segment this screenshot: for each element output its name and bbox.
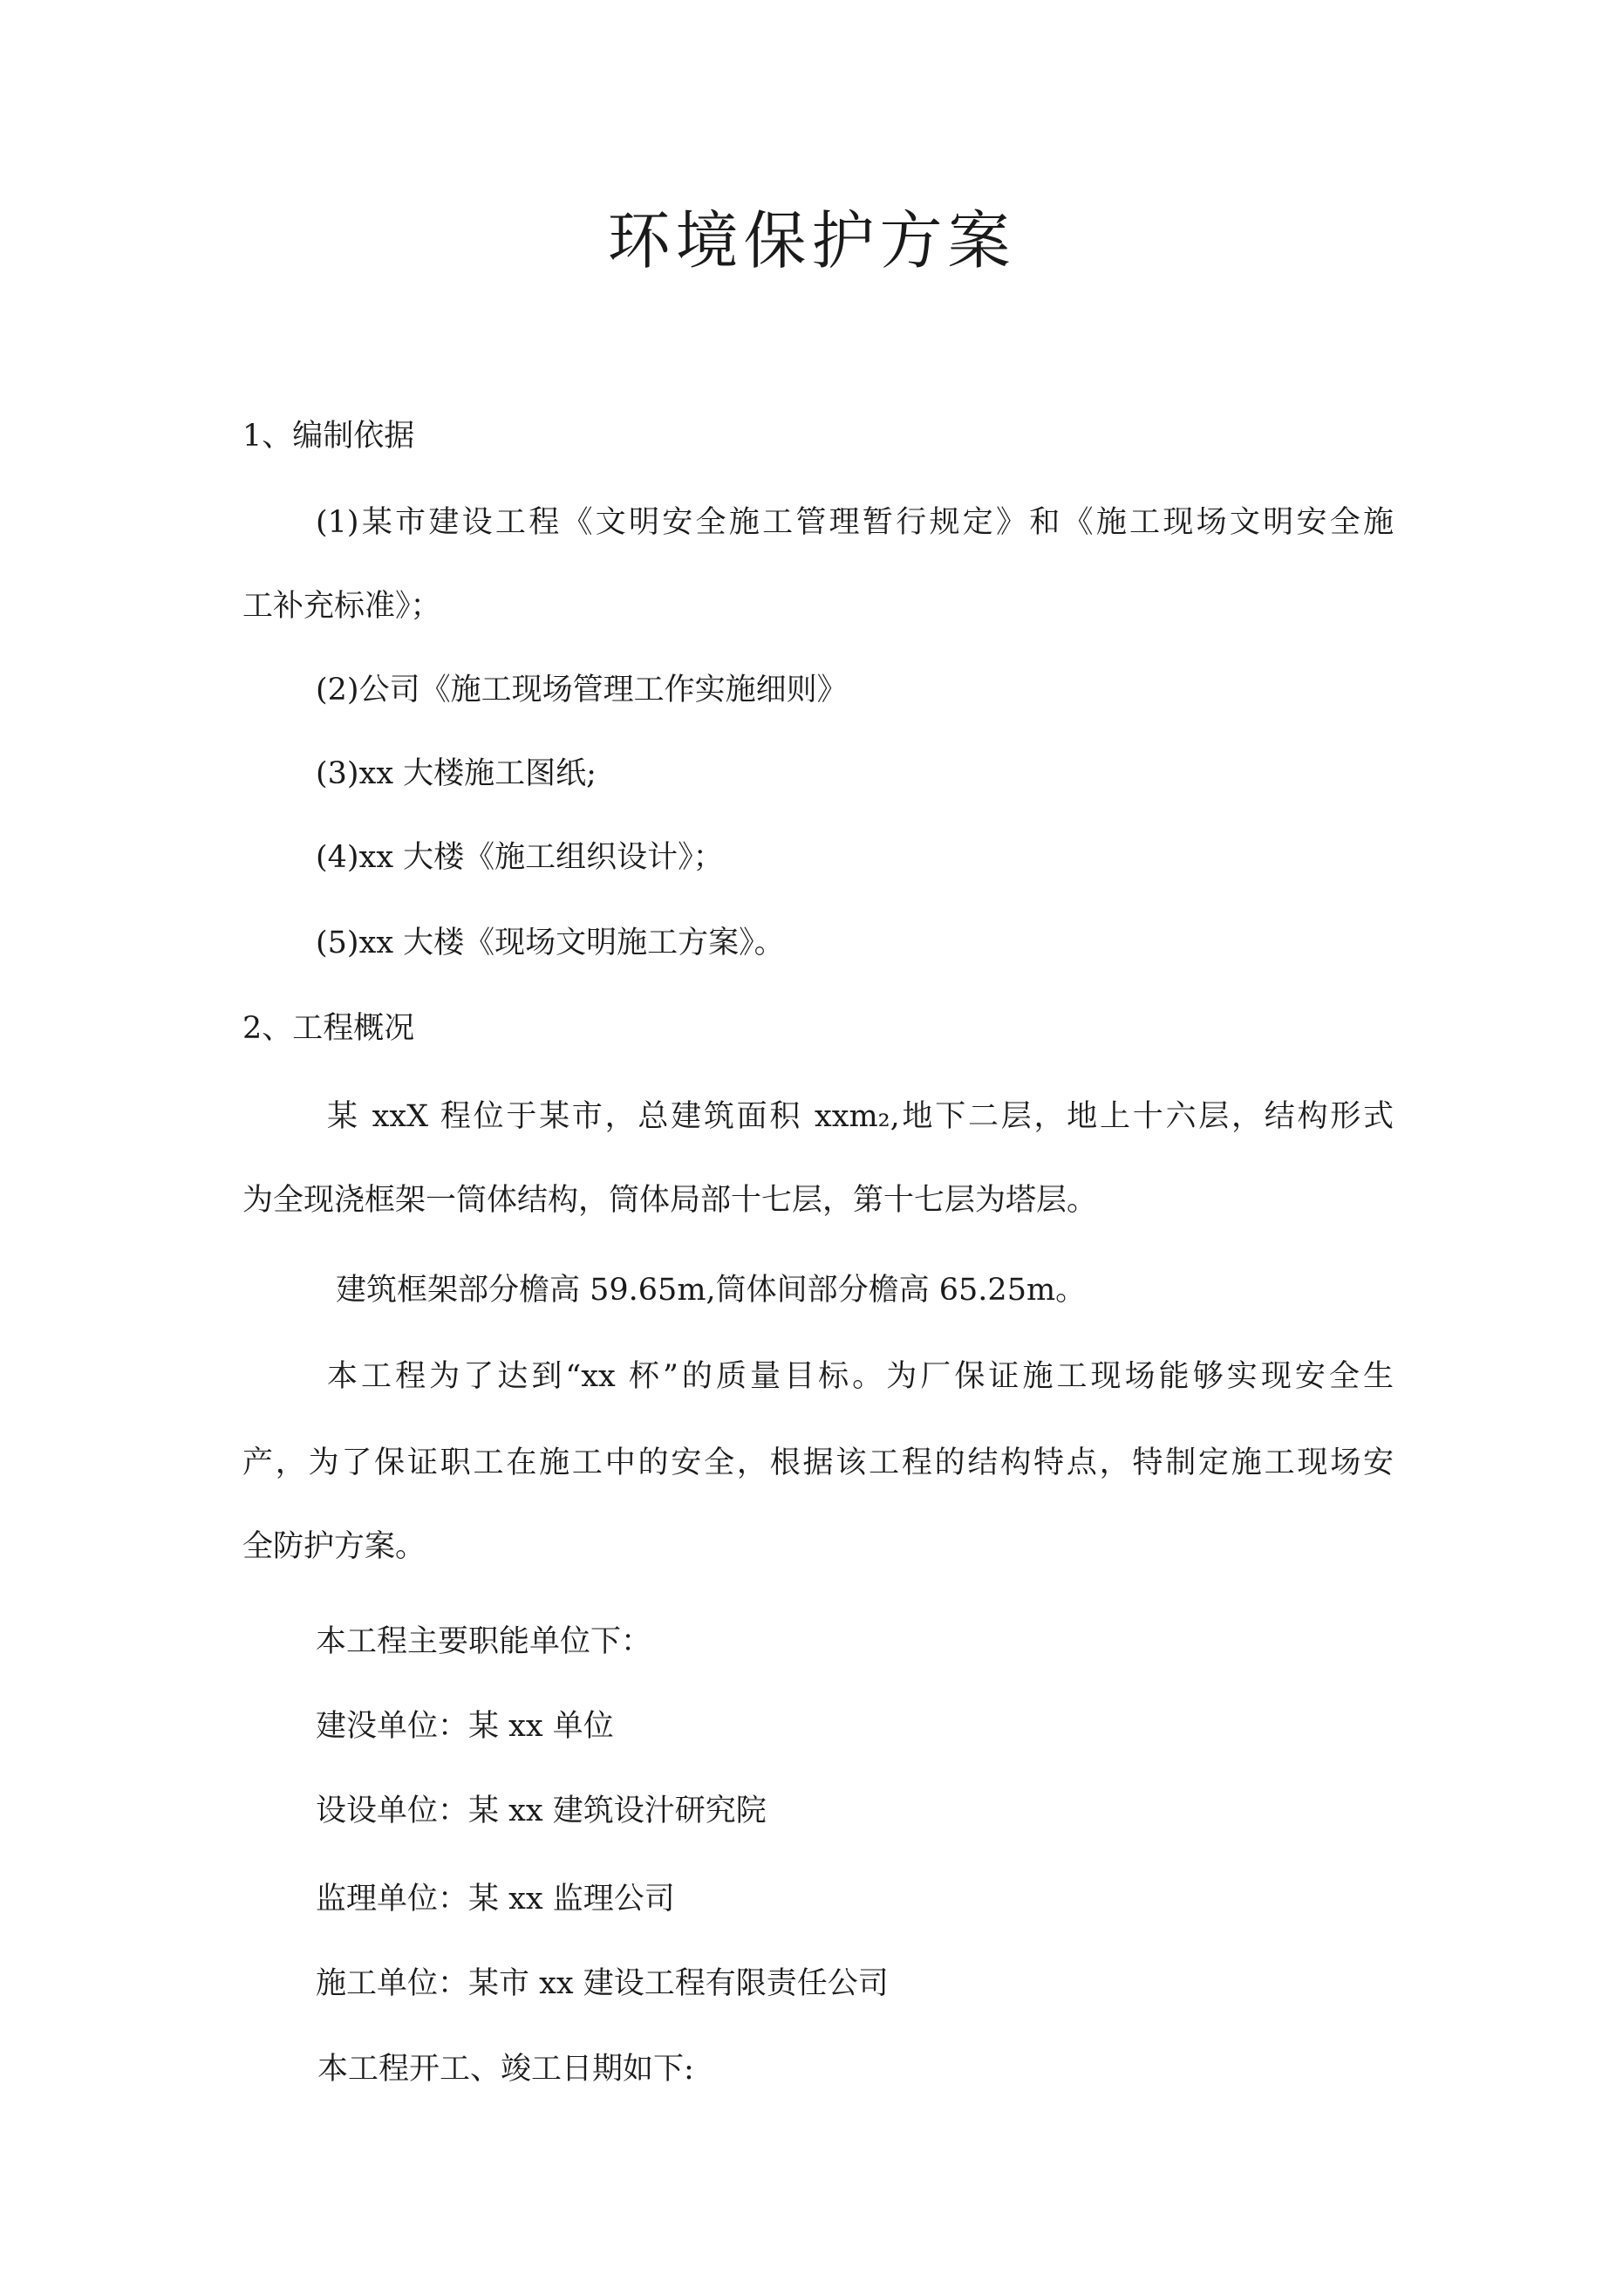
overview-paragraph-line: 全防护方案。 <box>242 1529 426 1564</box>
unit-entry: 监理单位：某 xx 监理公司 <box>316 1882 675 1917</box>
unit-entry: 设设单位：某 xx 建筑设汁研究院 <box>316 1794 767 1828</box>
overview-paragraph-line: 建筑框架部分檐高 59.65m,筒体间部分檐高 65.25m。 <box>336 1273 1087 1308</box>
units-intro: 本工程主要职能单位下： <box>316 1624 652 1659</box>
overview-paragraph-line: 为全现浇框架一筒体结构，筒体局部十七层，第十七层为塔层。 <box>242 1183 1098 1218</box>
page-title: 环境保护方案 <box>607 204 1016 277</box>
basis-item: (1)某市建设工程《文明安全施工管理暂行规定》和《施工现场文明安全施 <box>316 505 1394 540</box>
overview-paragraph-line: 某 xxX 程位于某市，总建筑面积 xxm₂,地下二层，地上十六层，结构形式 <box>327 1099 1394 1134</box>
basis-item: (4)xx 大楼《施工组织设计》； <box>316 840 724 875</box>
dates-intro: 本工程开工、竣工日期如下: <box>317 2052 694 2087</box>
overview-paragraph-line: 本工程为了达到“xx 杯”的质量目标。为厂保证施工现场能够实现安全生 <box>327 1359 1394 1394</box>
basis-item-continued: 工补充标准》； <box>242 589 441 624</box>
overview-paragraph-line: 产，为了保证职工在施工中的安全，根据该工程的结构特点，特制定施工现场安 <box>242 1445 1394 1480</box>
basis-item: (3)xx 大楼施工图纸; <box>316 756 597 791</box>
section-heading: 1、编制依据 <box>242 419 415 454</box>
unit-entry: 施工单位：某市 xx 建设工程有限责任公司 <box>316 1966 889 2001</box>
section-heading: 2、工程概况 <box>242 1011 415 1046</box>
basis-item: (5)xx 大楼《现场文明施工方案》。 <box>316 926 785 960</box>
basis-item: (2)公司《施工现场管理工作实施细则》 <box>316 673 848 707</box>
unit-entry: 建没单位：某 xx 单位 <box>316 1709 614 1744</box>
